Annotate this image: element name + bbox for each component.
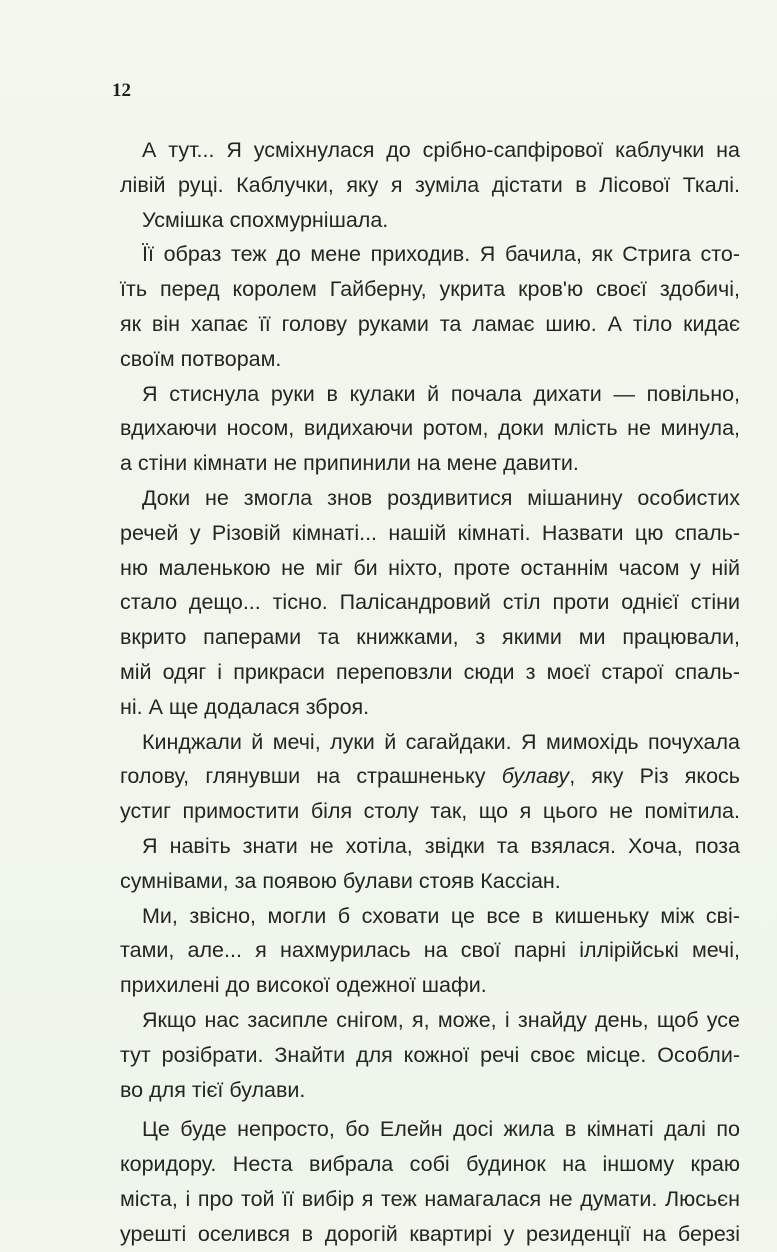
text-line: вкрито паперами та книжками, з якими ми працювали, [120, 625, 740, 650]
text-line: А тут... Я усміхнулася до срібно-сапфірової каблучки на [142, 138, 740, 162]
text-segment: , яку Різ якось [569, 764, 740, 789]
text-line: міста, і про той її вибір я теж намагалася не думати. Люсьєн [120, 1186, 740, 1211]
text-segment: голову, глянувши на страшненьку [120, 764, 502, 789]
text-line: Ми, звісно, могли б сховати це все в кишеньку між сві- [142, 903, 740, 928]
text-line: Кинджали й мечі, луки й сагайдаки. Я мимохідь почухала [142, 729, 740, 754]
text-line: во для тієї булави. [120, 1077, 306, 1102]
text-line: сумнівами, за появою булави стояв Кассіан. [120, 868, 561, 893]
text-line: Усмішка спохмурнішала. [142, 207, 389, 232]
text-line: як він хапає її голову руками та ламає шию. А тіло кидає [120, 311, 740, 336]
body-text [120, 133, 740, 1252]
text-line: тут розібрати. Знайти для кожної речі своє місце. Особли- [120, 1042, 740, 1067]
page-number: 12 [112, 80, 131, 101]
text-line: вдихаючи носом, видихаючи ротом, доки млість не минула, [120, 416, 740, 441]
text-line: устиг примостити біля столу так, що я цього не помітила. [120, 799, 740, 824]
text-line: речей у Різовій кімнаті... нашій кімнаті. Назвати цю спаль- [120, 520, 740, 545]
text-line: прихилені до високої одежної шафи. [120, 973, 487, 998]
text-line: Її образ теж до мене приходив. Я бачила, як Стрига сто- [142, 242, 740, 267]
text-line: лівій руці. Каблучки, яку я зуміла дістати в Лісової Ткалі. [120, 172, 740, 197]
text-line: мій одяг і прикраси переповзли сюди з моєї старої спаль- [120, 659, 740, 684]
text-line: Я стиснула руки в кулаки й почала дихати — повільно, [142, 381, 740, 406]
italic-word: булаву [501, 764, 570, 789]
text-line: Доки не змогла знов роздивитися мішанину особистих [142, 485, 740, 510]
text-line: своїм потворам. [120, 346, 282, 371]
text-line: коридору. Неста вибрала собі будинок на іншому краю [120, 1152, 740, 1177]
text-line-with-italic [120, 759, 740, 794]
text-line: Якщо нас засипле снігом, я, може, і знайду день, щоб усе [142, 1007, 740, 1032]
text-line: стало дещо... тісно. Палісандровий стіл проти однієї стіни [120, 590, 740, 615]
text-line: їть перед королем Гайберну, укрита кров'ю своєї здобичі, [120, 277, 740, 302]
text-line: урешті оселився в дорогій квартирі у резиденції на березі [120, 1221, 740, 1246]
text-line: ні. А ще додалася зброя. [120, 694, 370, 719]
text-line: Це буде непросто, бо Елейн досі жила в кімнаті далі по [142, 1117, 740, 1142]
text-line: а стіни кімнати не припинили на мене давити. [120, 451, 579, 476]
text-line: ню маленькою не міг би ніхто, проте останнім часом у ній [120, 555, 740, 580]
text-line: Я навіть знати не хотіла, звідки та взялася. Хоча, поза [142, 833, 740, 858]
text-line: тами, але... я нахмурилась на свої парні іллірійські мечі, [120, 938, 740, 963]
